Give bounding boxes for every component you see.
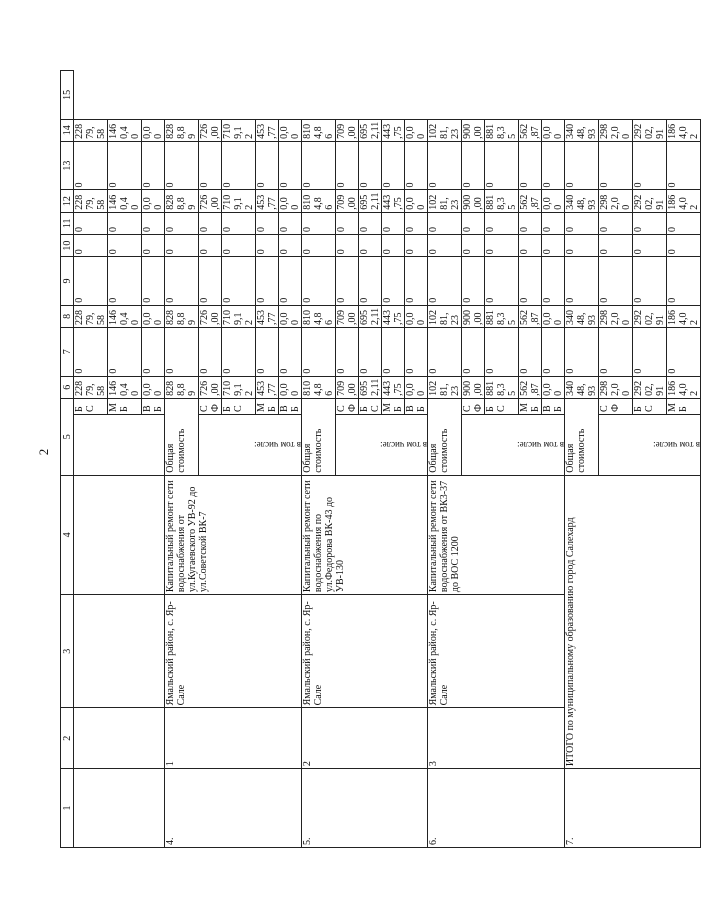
value-cell: 0,00 <box>279 119 302 141</box>
value-cell: 8288,89 <box>165 305 199 327</box>
value-cell: 0 <box>279 234 302 256</box>
value-cell: 0 <box>542 141 565 190</box>
value-cell: 0 <box>542 257 565 306</box>
value-cell: 0 <box>599 141 633 190</box>
value-cell: 0 <box>336 257 359 306</box>
value-cell: 0 <box>256 212 279 234</box>
value-cell: 0 <box>382 328 405 377</box>
value-cell: 0 <box>462 328 485 377</box>
value-cell: 7109,12 <box>222 376 256 398</box>
value-cell: 562,87 <box>519 376 542 398</box>
value-cell: 8818,35 <box>485 305 519 327</box>
cost-type <box>74 415 165 476</box>
value-cell: 0 <box>428 141 462 190</box>
value-cell: 0 <box>633 212 667 234</box>
value-cell: 0 <box>359 234 382 256</box>
value-cell: 8104,86 <box>302 376 336 398</box>
value-cell: 0,00 <box>142 305 165 327</box>
value-cell: 0 <box>302 212 336 234</box>
value-cell: 29202,91 <box>633 305 667 327</box>
value-cell: 0 <box>256 234 279 256</box>
col-header: 13 <box>61 141 74 190</box>
value-cell: 0 <box>633 257 667 306</box>
value-cell: 2982,00 <box>599 376 633 398</box>
value-cell: 0 <box>633 328 667 377</box>
cost-type: Общая стоимость <box>165 398 199 475</box>
value-cell: 6952,11 <box>359 190 382 212</box>
table-row <box>428 71 462 848</box>
value-cell: 0,00 <box>405 190 428 212</box>
value-cell: 6952,11 <box>359 305 382 327</box>
col-header: 10 <box>61 234 74 256</box>
value-cell: 726,00 <box>199 190 222 212</box>
value-cell: 8104,86 <box>302 119 336 141</box>
value-cell: 1460,40 <box>108 376 142 398</box>
location: Ямальский район, с. Яр-Сале <box>428 595 565 708</box>
value-cell: 0 <box>336 328 359 377</box>
value-cell: 0 <box>222 328 256 377</box>
value-cell: 562,87 <box>519 190 542 212</box>
value-cell: 0 <box>199 141 222 190</box>
value-cell: 0 <box>485 212 519 234</box>
funding-source: ВБ <box>542 398 565 414</box>
including-label: в том числе: <box>599 415 701 476</box>
value-cell: 0,00 <box>542 119 565 141</box>
value-cell: 0 <box>565 257 599 306</box>
col-header: 3 <box>61 595 74 708</box>
value-cell: 0 <box>165 328 199 377</box>
value-cell: 0,00 <box>279 376 302 398</box>
sub-number <box>74 708 165 769</box>
value-cell: 0 <box>667 141 701 190</box>
funding-source: МБ <box>256 398 279 414</box>
value-cell: 709,00 <box>336 305 359 327</box>
value-cell: 0 <box>359 212 382 234</box>
sub-number: 1 <box>165 708 302 769</box>
value-cell: 0 <box>74 212 108 234</box>
value-cell: 0 <box>485 257 519 306</box>
value-cell: 0 <box>428 257 462 306</box>
value-cell: 0 <box>222 234 256 256</box>
value-cell: 0 <box>485 141 519 190</box>
funding-source: СФ <box>199 398 222 414</box>
including-label: в том числе: <box>336 415 428 476</box>
row-number: 6. <box>428 769 565 848</box>
col-header: 8 <box>61 305 74 327</box>
value-cell: 453,77 <box>256 376 279 398</box>
value-cell: 0 <box>165 257 199 306</box>
funding-source: БС <box>74 398 108 414</box>
table-row <box>165 71 199 848</box>
value-cell: 0 <box>165 234 199 256</box>
value-cell: 0 <box>565 141 599 190</box>
value-cell: 0 <box>302 141 336 190</box>
value-cell: 0 <box>108 234 142 256</box>
sub-number: 3 <box>428 708 565 769</box>
value-cell: 900,00 <box>462 376 485 398</box>
total-label: ИТОГО по муниципальному образованию город Салехард <box>565 475 701 768</box>
value-cell: 0 <box>302 234 336 256</box>
row-number: 5. <box>302 769 428 848</box>
funding-source: БС <box>485 398 519 414</box>
value-cell: 0 <box>336 141 359 190</box>
value-cell: 0 <box>108 328 142 377</box>
location: Ямальский район, с. Яр-Сале <box>302 595 428 708</box>
value-cell: 0 <box>382 257 405 306</box>
value-cell: 29202,91 <box>633 376 667 398</box>
value-cell: 0 <box>336 212 359 234</box>
object-name: Капитальный ремонт сети водоснабжения от ВК3-37 до ВОС 1200 <box>428 475 565 594</box>
value-cell: 726,00 <box>199 119 222 141</box>
object-name: Капитальный ремонт сети водоснабжения по ул.Федорова ВК-43 до УВ-130 <box>302 475 428 594</box>
value-cell: 8288,89 <box>165 376 199 398</box>
value-cell: 0 <box>199 328 222 377</box>
value-cell: 562,87 <box>519 305 542 327</box>
value-cell: 7109,12 <box>222 190 256 212</box>
table-row <box>565 71 599 848</box>
including-label: в том числе: <box>462 415 565 476</box>
table-body <box>61 71 701 848</box>
row-number <box>74 769 165 848</box>
rotated-table-wrapper <box>60 70 700 848</box>
value-cell: 443,75 <box>382 376 405 398</box>
value-cell: 0 <box>142 141 165 190</box>
value-cell: 0 <box>542 328 565 377</box>
value-cell: 0 <box>428 212 462 234</box>
col-header: 5 <box>61 398 74 475</box>
value-cell: 0 <box>74 328 108 377</box>
value-cell: 0 <box>667 257 701 306</box>
value-cell: 453,77 <box>256 190 279 212</box>
value-cell: 8288,89 <box>165 119 199 141</box>
value-cell: 0 <box>599 212 633 234</box>
value-cell: 0,00 <box>542 305 565 327</box>
value-cell: 0 <box>359 141 382 190</box>
value-cell: 1460,40 <box>108 305 142 327</box>
value-cell: 726,00 <box>199 305 222 327</box>
value-cell: 0 <box>279 212 302 234</box>
value-cell: 22879,58 <box>74 305 108 327</box>
value-cell: 0,00 <box>142 119 165 141</box>
value-cell: 0 <box>382 212 405 234</box>
value-cell: 900,00 <box>462 190 485 212</box>
value-cell: 6952,11 <box>359 119 382 141</box>
cost-type: Общая стоимость <box>302 398 336 475</box>
value-cell: 0 <box>336 234 359 256</box>
value-cell: 0 <box>405 141 428 190</box>
value-cell: 8818,35 <box>485 376 519 398</box>
value-cell: 443,75 <box>382 119 405 141</box>
value-cell: 0,00 <box>279 305 302 327</box>
value-cell: 0 <box>667 328 701 377</box>
value-cell: 0,00 <box>542 190 565 212</box>
value-cell: 0 <box>405 234 428 256</box>
value-cell: 7109,12 <box>222 305 256 327</box>
value-cell: 0 <box>359 328 382 377</box>
value-cell: 0,00 <box>142 190 165 212</box>
value-cell: 0 <box>165 212 199 234</box>
col-header: 15 <box>61 71 74 120</box>
value-cell: 10281,23 <box>428 305 462 327</box>
table-row <box>74 71 108 848</box>
value-cell: 0,00 <box>542 376 565 398</box>
budget-table <box>60 70 701 848</box>
col-header: 6 <box>61 376 74 398</box>
value-cell: 562,87 <box>519 119 542 141</box>
value-cell: 726,00 <box>199 376 222 398</box>
value-cell: 0 <box>142 234 165 256</box>
value-cell: 0 <box>359 257 382 306</box>
col-header: 14 <box>61 119 74 141</box>
funding-source: МБ <box>108 398 142 414</box>
value-cell: 0 <box>519 212 542 234</box>
value-cell: 0 <box>142 257 165 306</box>
value-cell: 0 <box>108 257 142 306</box>
value-cell: 0 <box>302 257 336 306</box>
value-cell: 900,00 <box>462 119 485 141</box>
funding-source: ВБ <box>279 398 302 414</box>
value-cell: 0 <box>405 328 428 377</box>
value-cell: 709,00 <box>336 119 359 141</box>
value-cell: 0 <box>302 328 336 377</box>
value-cell: 8104,86 <box>302 305 336 327</box>
header-row <box>61 71 74 848</box>
value-cell: 8818,35 <box>485 119 519 141</box>
value-cell: 22879,58 <box>74 119 108 141</box>
object-name: Капитальный ремонт сети водоснабжения от ул.Кугаевского УВ-92 до ул.Советской ВК-7 <box>165 475 302 594</box>
value-cell: 29202,91 <box>633 119 667 141</box>
value-cell: 0 <box>382 141 405 190</box>
value-cell: 0 <box>462 234 485 256</box>
col-header: 2 <box>61 708 74 769</box>
value-cell: 0 <box>462 141 485 190</box>
funding-source: МБ <box>519 398 542 414</box>
value-cell: 900,00 <box>462 305 485 327</box>
value-cell: 0 <box>633 141 667 190</box>
value-cell: 443,75 <box>382 305 405 327</box>
col-header: 7 <box>61 328 74 377</box>
value-cell: 8288,89 <box>165 190 199 212</box>
value-cell: 0 <box>142 328 165 377</box>
location: Ямальский район, с. Яр-Сале <box>165 595 302 708</box>
value-cell: 0 <box>542 234 565 256</box>
value-cell: 0 <box>519 234 542 256</box>
value-cell: 0 <box>667 234 701 256</box>
value-cell: 0 <box>74 234 108 256</box>
cost-type: Общая стоимость <box>565 398 599 475</box>
row-number: 4. <box>165 769 302 848</box>
table-stage <box>60 70 700 848</box>
value-cell: 0 <box>199 257 222 306</box>
funding-source: МБ <box>382 398 405 414</box>
value-cell: 8818,35 <box>485 190 519 212</box>
value-cell: 453,77 <box>256 119 279 141</box>
funding-source: ВБ <box>405 398 428 414</box>
value-cell: 0 <box>405 212 428 234</box>
value-cell: 1864,02 <box>667 190 701 212</box>
funding-source: МБ <box>667 398 701 414</box>
value-cell: 0 <box>519 328 542 377</box>
value-cell: 0 <box>108 141 142 190</box>
value-cell: 1864,02 <box>667 376 701 398</box>
value-cell: 0 <box>485 234 519 256</box>
value-cell: 0 <box>165 141 199 190</box>
value-cell: 0 <box>279 328 302 377</box>
value-cell: 0 <box>633 234 667 256</box>
value-cell: 0 <box>667 212 701 234</box>
value-cell: 0,00 <box>405 376 428 398</box>
value-cell: 0 <box>599 257 633 306</box>
funding-source: БС <box>359 398 382 414</box>
value-cell: 0 <box>199 212 222 234</box>
cost-type: Общая стоимость <box>428 398 462 475</box>
col-header: 12 <box>61 190 74 212</box>
value-cell: 709,00 <box>336 190 359 212</box>
value-cell: 0 <box>279 141 302 190</box>
value-cell: 10281,23 <box>428 190 462 212</box>
value-cell: 0 <box>222 212 256 234</box>
value-cell: 0 <box>74 141 108 190</box>
funding-source: СФ <box>599 398 633 414</box>
value-cell: 8104,86 <box>302 190 336 212</box>
value-cell: 0,00 <box>405 119 428 141</box>
value-cell: 0,00 <box>405 305 428 327</box>
value-cell: 0 <box>108 212 142 234</box>
value-cell: 0 <box>279 257 302 306</box>
value-cell: 0,00 <box>142 376 165 398</box>
page-number: 2 <box>36 448 51 456</box>
value-cell: 2982,00 <box>599 190 633 212</box>
value-cell: 1864,02 <box>667 119 701 141</box>
value-cell: 0 <box>542 212 565 234</box>
value-cell: 0 <box>256 141 279 190</box>
value-cell: 0 <box>462 212 485 234</box>
value-cell: 0 <box>222 257 256 306</box>
value-cell: 0 <box>256 328 279 377</box>
value-cell: 0 <box>599 234 633 256</box>
row-number: 7. <box>565 769 701 848</box>
value-cell: 2982,00 <box>599 119 633 141</box>
funding-source: СФ <box>462 398 485 414</box>
funding-source: ВБ <box>142 398 165 414</box>
value-cell: 34048,93 <box>565 190 599 212</box>
value-cell: 443,75 <box>382 190 405 212</box>
value-cell: 0,00 <box>279 190 302 212</box>
value-cell: 10281,23 <box>428 376 462 398</box>
value-cell: 22879,58 <box>74 190 108 212</box>
location <box>74 595 165 708</box>
value-cell: 22879,58 <box>74 376 108 398</box>
value-cell: 1460,40 <box>108 119 142 141</box>
value-cell: 0 <box>565 328 599 377</box>
col-header: 1 <box>61 769 74 848</box>
table-row <box>302 71 336 848</box>
value-cell: 0 <box>565 234 599 256</box>
value-cell: 0 <box>405 257 428 306</box>
value-cell: 0 <box>565 212 599 234</box>
value-cell: 1460,40 <box>108 190 142 212</box>
value-cell: 0 <box>428 328 462 377</box>
funding-source: БС <box>633 398 667 414</box>
value-cell: 0 <box>428 234 462 256</box>
funding-source: БС <box>222 398 256 414</box>
value-cell: 34048,93 <box>565 376 599 398</box>
col-header: 9 <box>61 257 74 306</box>
value-cell: 0 <box>382 234 405 256</box>
value-cell: 34048,93 <box>565 305 599 327</box>
value-cell: 0 <box>74 257 108 306</box>
value-cell: 0 <box>256 257 279 306</box>
value-cell: 0 <box>599 328 633 377</box>
value-cell: 34048,93 <box>565 119 599 141</box>
value-cell: 0 <box>519 257 542 306</box>
value-cell: 0 <box>485 328 519 377</box>
value-cell: 29202,91 <box>633 190 667 212</box>
value-cell: 2982,00 <box>599 305 633 327</box>
value-cell: 0 <box>142 212 165 234</box>
value-cell: 0 <box>199 234 222 256</box>
sub-number: 2 <box>302 708 428 769</box>
col-header: 4 <box>61 475 74 594</box>
value-cell: 6952,11 <box>359 376 382 398</box>
value-cell: 7109,12 <box>222 119 256 141</box>
funding-source: СФ <box>336 398 359 414</box>
value-cell: 1864,02 <box>667 305 701 327</box>
col-header: 11 <box>61 212 74 234</box>
value-cell: 453,77 <box>256 305 279 327</box>
value-cell: 0 <box>222 141 256 190</box>
value-cell: 709,00 <box>336 376 359 398</box>
object-name <box>74 475 165 594</box>
value-cell: 0 <box>519 141 542 190</box>
value-cell: 10281,23 <box>428 119 462 141</box>
including-label: в том числе: <box>199 415 302 476</box>
value-cell: 0 <box>462 257 485 306</box>
